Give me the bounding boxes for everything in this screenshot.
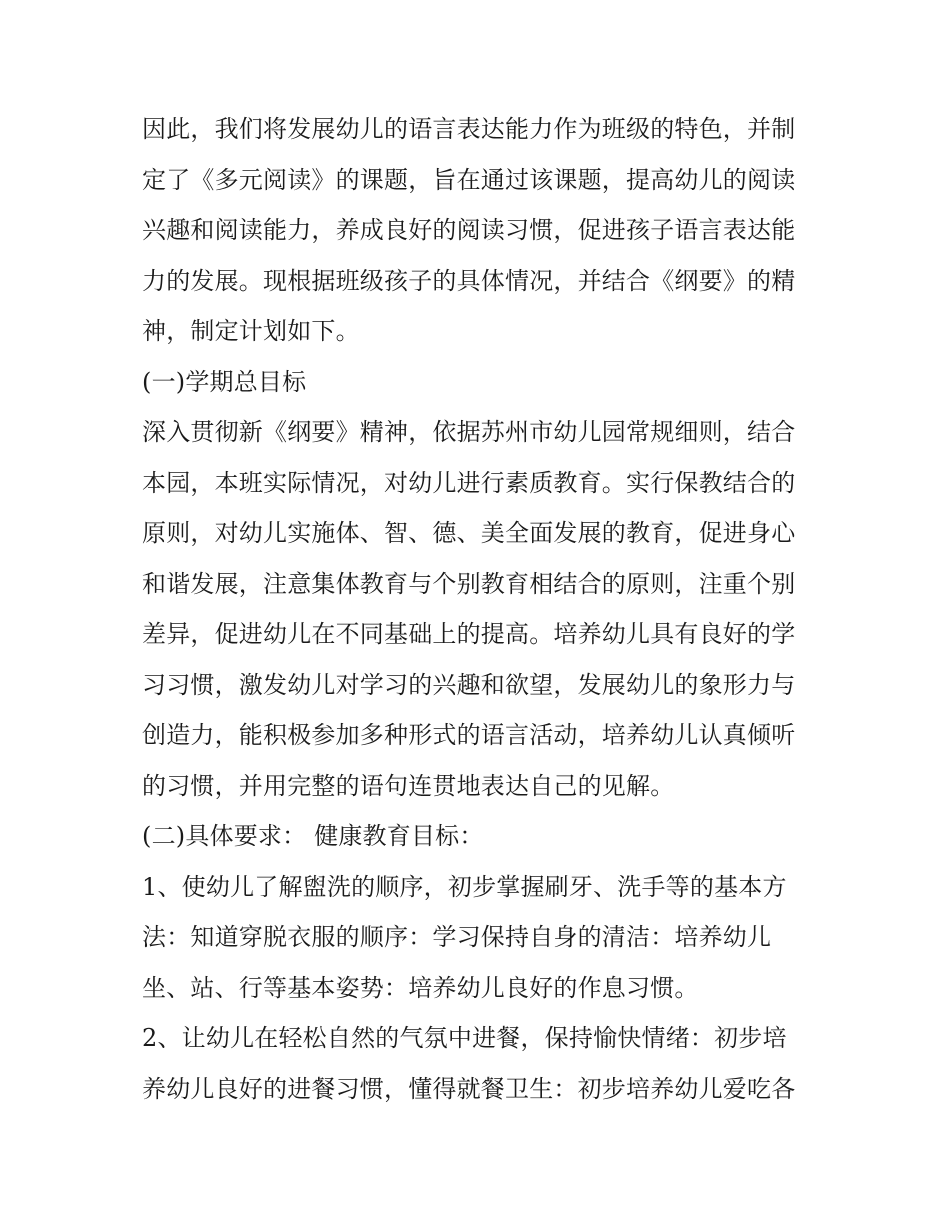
paragraph-line: 神，制定计划如下。	[142, 317, 360, 345]
paragraph-line: 习习惯，激发幼儿对学习的兴趣和欲望，发展幼儿的象形力与	[142, 670, 796, 699]
list-item-line: 坐、站、行等基本姿势：培养幼儿良好的作息习惯。	[142, 973, 699, 1002]
paragraph-line: 兴趣和阅读能力，养成良好的阅读习惯，促进孩子语言表达能	[142, 216, 796, 244]
paragraph-line: 因此，我们将发展幼儿的语言表达能力作为班级的特色，并制	[142, 115, 796, 143]
paragraph-line: 的习惯，并用完整的语句连贯地表达自己的见解。	[142, 771, 675, 800]
paragraph-line: 力的发展。现根据班级孩子的具体情况，并结合《纲要》的精	[142, 266, 796, 295]
list-item-line: 法：知道穿脱衣服的顺序：学习保持自身的清洁：培养幼儿	[142, 923, 772, 951]
paragraph-line: 和谐发展，注意集体教育与个别教育相结合的原则，注重个别	[142, 569, 796, 598]
paragraph-line: 深入贯彻新《纲要》精神，依据苏州市幼儿园常规细则，结合	[142, 418, 796, 446]
list-item-line: 2、让幼儿在轻松自然的气氛中进餐，保持愉快情绪：初步培	[142, 1024, 787, 1052]
paragraph-line: 本园，本班实际情况，对幼儿进行素质教育。实行保教结合的	[142, 468, 796, 497]
document-page	[142, 104, 814, 1114]
paragraph-line: 差异，促进幼儿在不同基础上的提高。培养幼儿具有良好的学	[142, 620, 796, 648]
paragraph-line: 定了《多元阅读》的课题，旨在通过该课题，提高幼儿的阅读	[142, 165, 796, 194]
paragraph-line: 创造力，能积极参加多种形式的语言活动，培养幼儿认真倾听	[142, 721, 796, 749]
section-heading: (一)学期总目标	[142, 367, 307, 396]
list-item-line: 1、使幼儿了解盥洗的顺序，初步掌握刷牙、洗手等的基本方	[142, 872, 787, 901]
list-item-line: 养幼儿良好的进餐习惯，懂得就餐卫生：初步培养幼儿爱吃各	[142, 1074, 796, 1103]
paragraph-line: 原则，对幼儿实施体、智、德、美全面发展的教育，促进身心	[142, 519, 796, 547]
section-heading: (二)具体要求： 健康教育目标：	[142, 822, 484, 850]
